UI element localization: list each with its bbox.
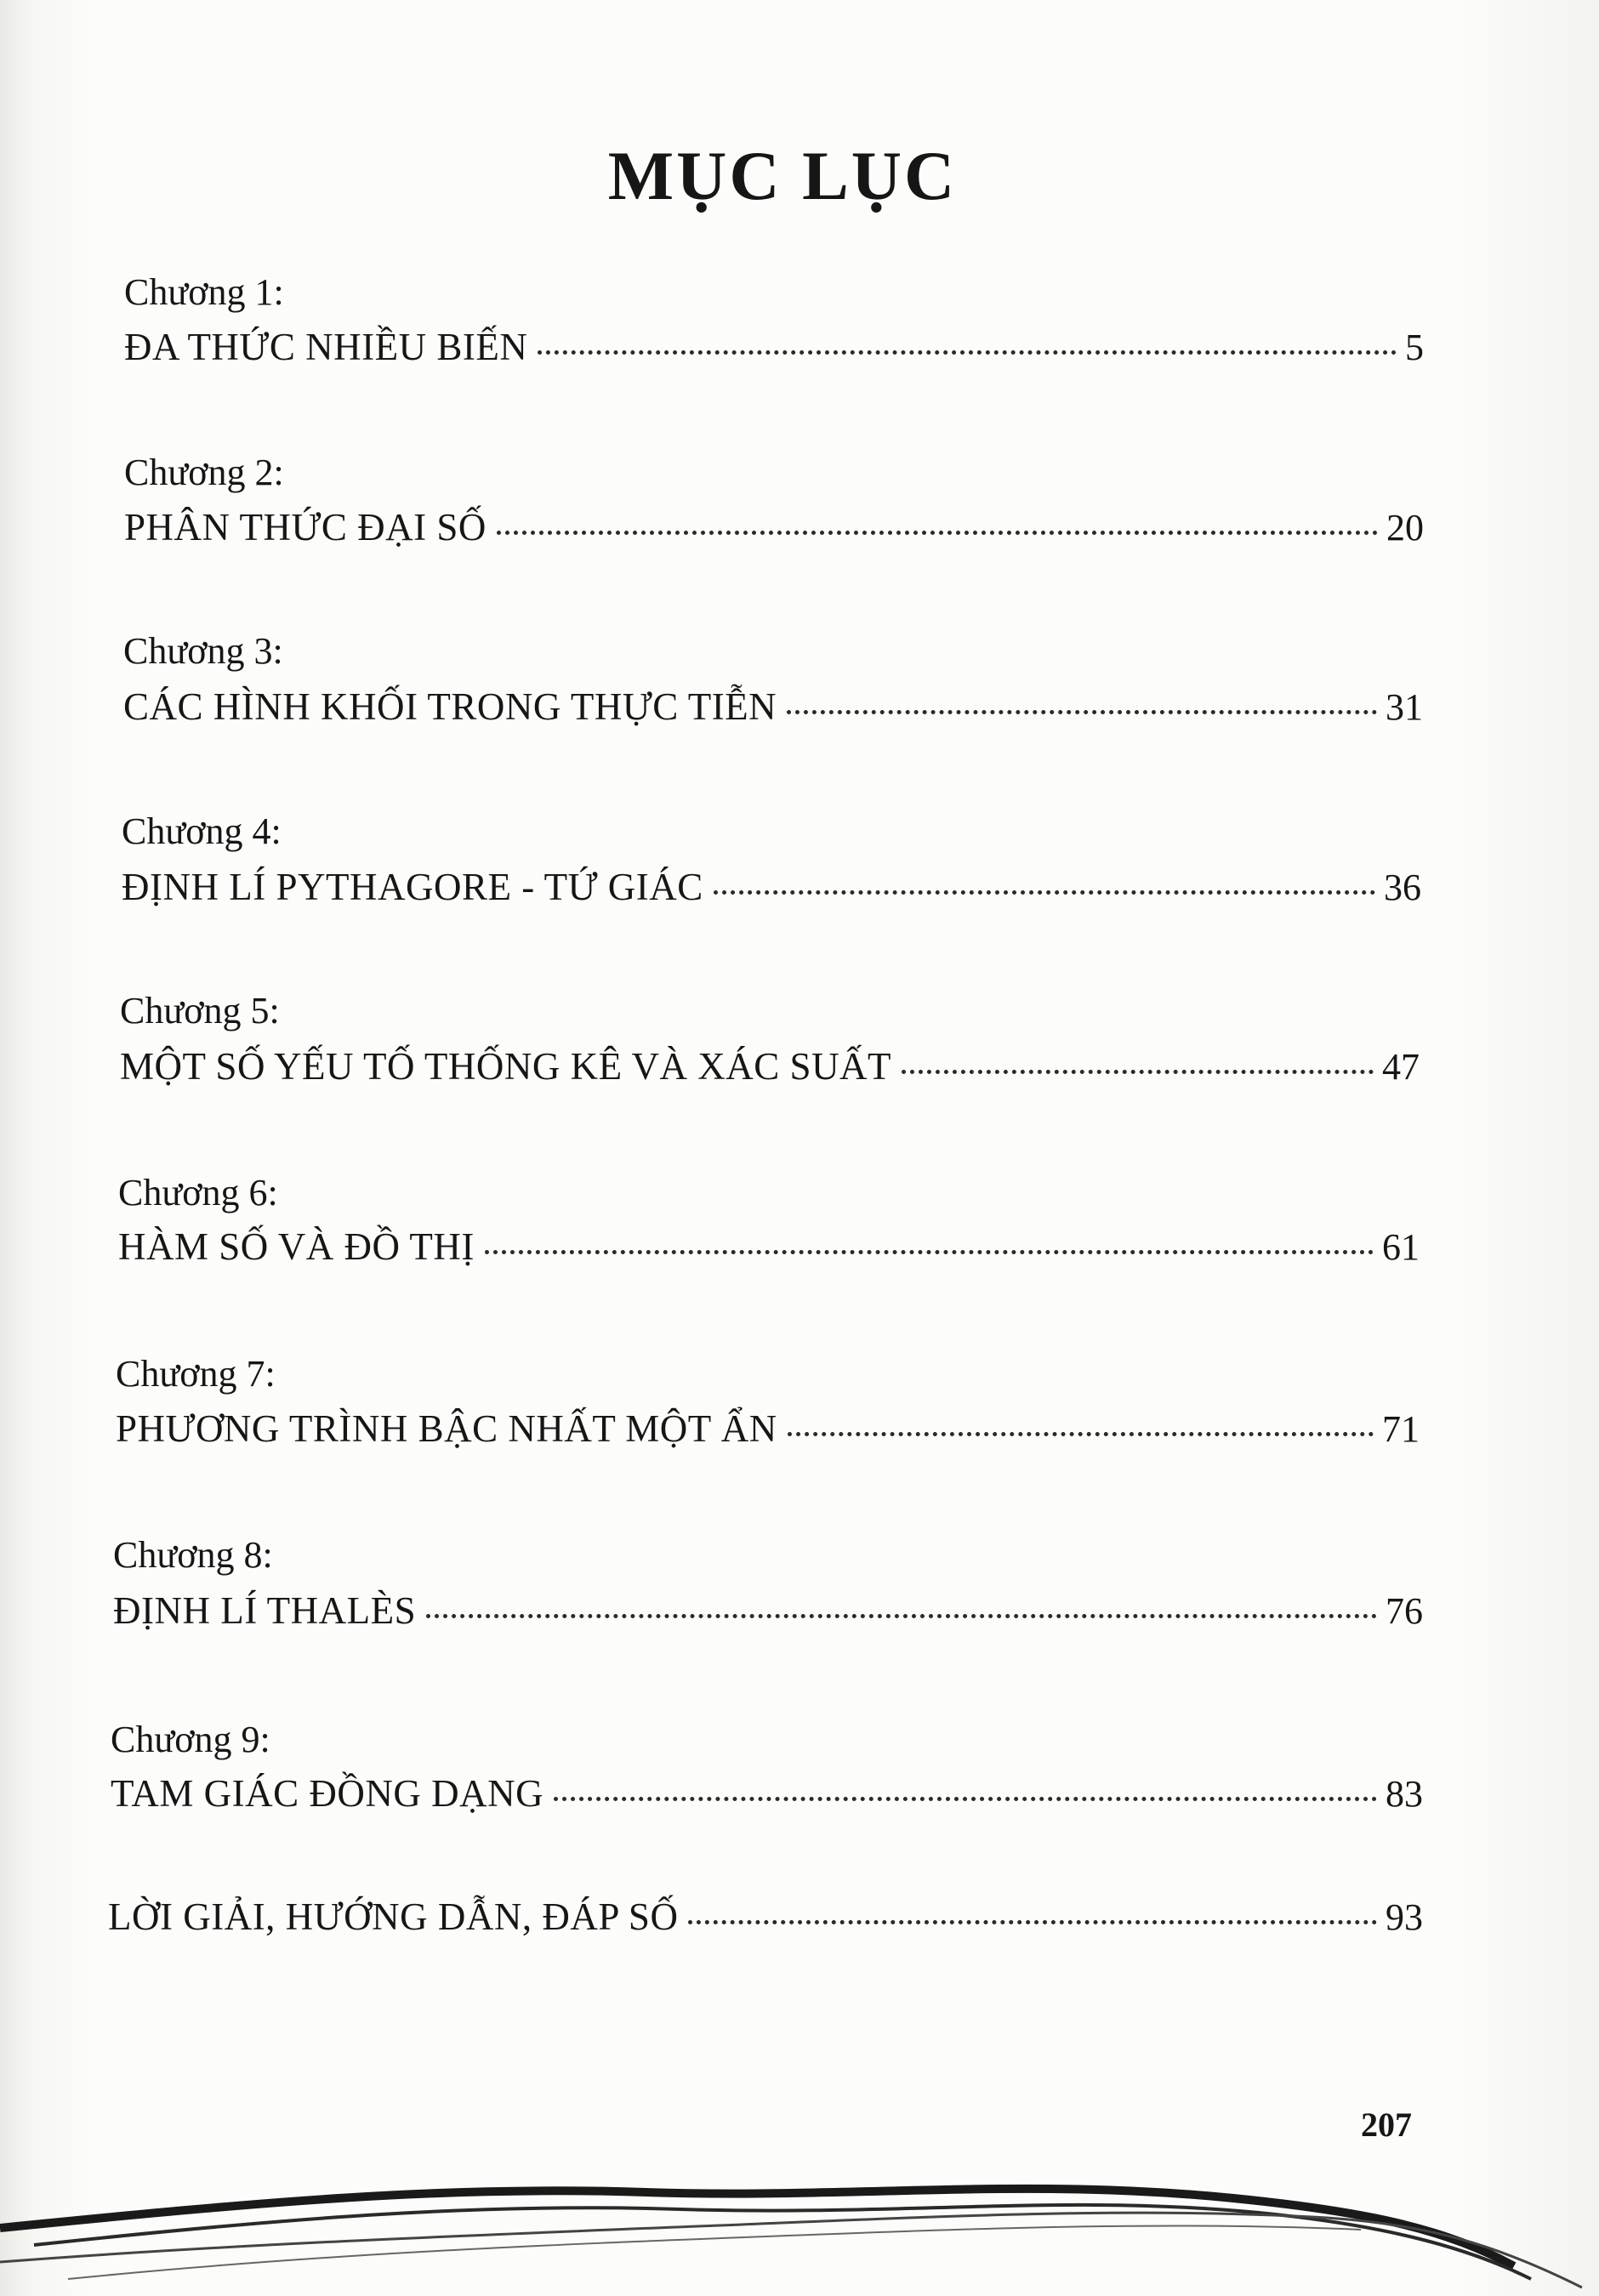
toc-line: [124, 505, 1424, 549]
dot-leader: [554, 1797, 1377, 1801]
dot-leader: [787, 710, 1377, 714]
decorative-swoosh: [0, 2117, 1599, 2296]
toc-line: [124, 325, 1424, 369]
chapter-label: Chương 9:: [111, 1719, 270, 1760]
page-number: 47: [1382, 1046, 1420, 1088]
chapter-heading: HÀM SỐ VÀ ĐỒ THỊ: [118, 1225, 475, 1268]
page-folio: 207: [1361, 2106, 1412, 2144]
page-number: 93: [1386, 1896, 1423, 1938]
page-number: 31: [1386, 686, 1423, 728]
chapter-label: Chương 4:: [122, 810, 282, 852]
page-number: 5: [1405, 327, 1424, 368]
chapter-label: Chương 1:: [124, 271, 284, 313]
dot-leader: [426, 1614, 1377, 1618]
chapter-label: Chương 3:: [123, 630, 283, 672]
chapter-label: Chương 8:: [113, 1534, 273, 1576]
dot-leader: [497, 531, 1378, 535]
dot-leader: [485, 1250, 1374, 1254]
chapter-label: Chương 2:: [124, 452, 284, 493]
chapter-heading: ĐỊNH LÍ PYTHAGORE - TỨ GIÁC: [122, 866, 703, 908]
toc-line: [123, 685, 1423, 729]
chapter-label: Chương 5:: [120, 990, 280, 1031]
page-number: 36: [1384, 867, 1421, 908]
page-title: MỤC LỤC: [607, 137, 958, 214]
toc-line: [113, 1588, 1423, 1633]
page-number: 71: [1382, 1408, 1420, 1450]
toc-line: [120, 1044, 1420, 1088]
chapter-heading: CÁC HÌNH KHỐI TRONG THỰC TIỄN: [123, 685, 777, 728]
chapter-heading: ĐỊNH LÍ THALÈS: [113, 1589, 417, 1632]
chapter-label: Chương 7:: [116, 1353, 276, 1395]
chapter-heading: ĐA THỨC NHIỀU BIẾN: [124, 326, 528, 368]
toc-line: [122, 865, 1421, 909]
page-number: 20: [1386, 507, 1424, 548]
chapter-label: Chương 6:: [118, 1172, 278, 1213]
toc-line: [111, 1771, 1423, 1816]
toc-line: [118, 1225, 1420, 1269]
page-number: 83: [1386, 1773, 1423, 1815]
chapter-heading: LỜI GIẢI, HƯỚNG DẪN, ĐÁP SỐ: [108, 1895, 679, 1938]
page-number: 61: [1382, 1226, 1420, 1268]
chapter-heading: PHƯƠNG TRÌNH BẬC NHẤT MỘT ẨN: [116, 1407, 777, 1450]
chapter-heading: PHÂN THỨC ĐẠI SỐ: [124, 506, 487, 548]
toc-line: [116, 1407, 1420, 1451]
dot-leader: [714, 890, 1375, 895]
chapter-heading: TAM GIÁC ĐỒNG DẠNG: [111, 1772, 544, 1815]
page-number: 76: [1386, 1590, 1423, 1632]
dot-leader: [902, 1070, 1374, 1074]
dot-leader: [788, 1432, 1374, 1436]
toc-line: [108, 1895, 1423, 1939]
chapter-heading: MỘT SỐ YẾU TỐ THỐNG KÊ VÀ XÁC SUẤT: [120, 1045, 892, 1088]
dot-leader: [538, 350, 1397, 355]
dot-leader: [688, 1920, 1377, 1924]
